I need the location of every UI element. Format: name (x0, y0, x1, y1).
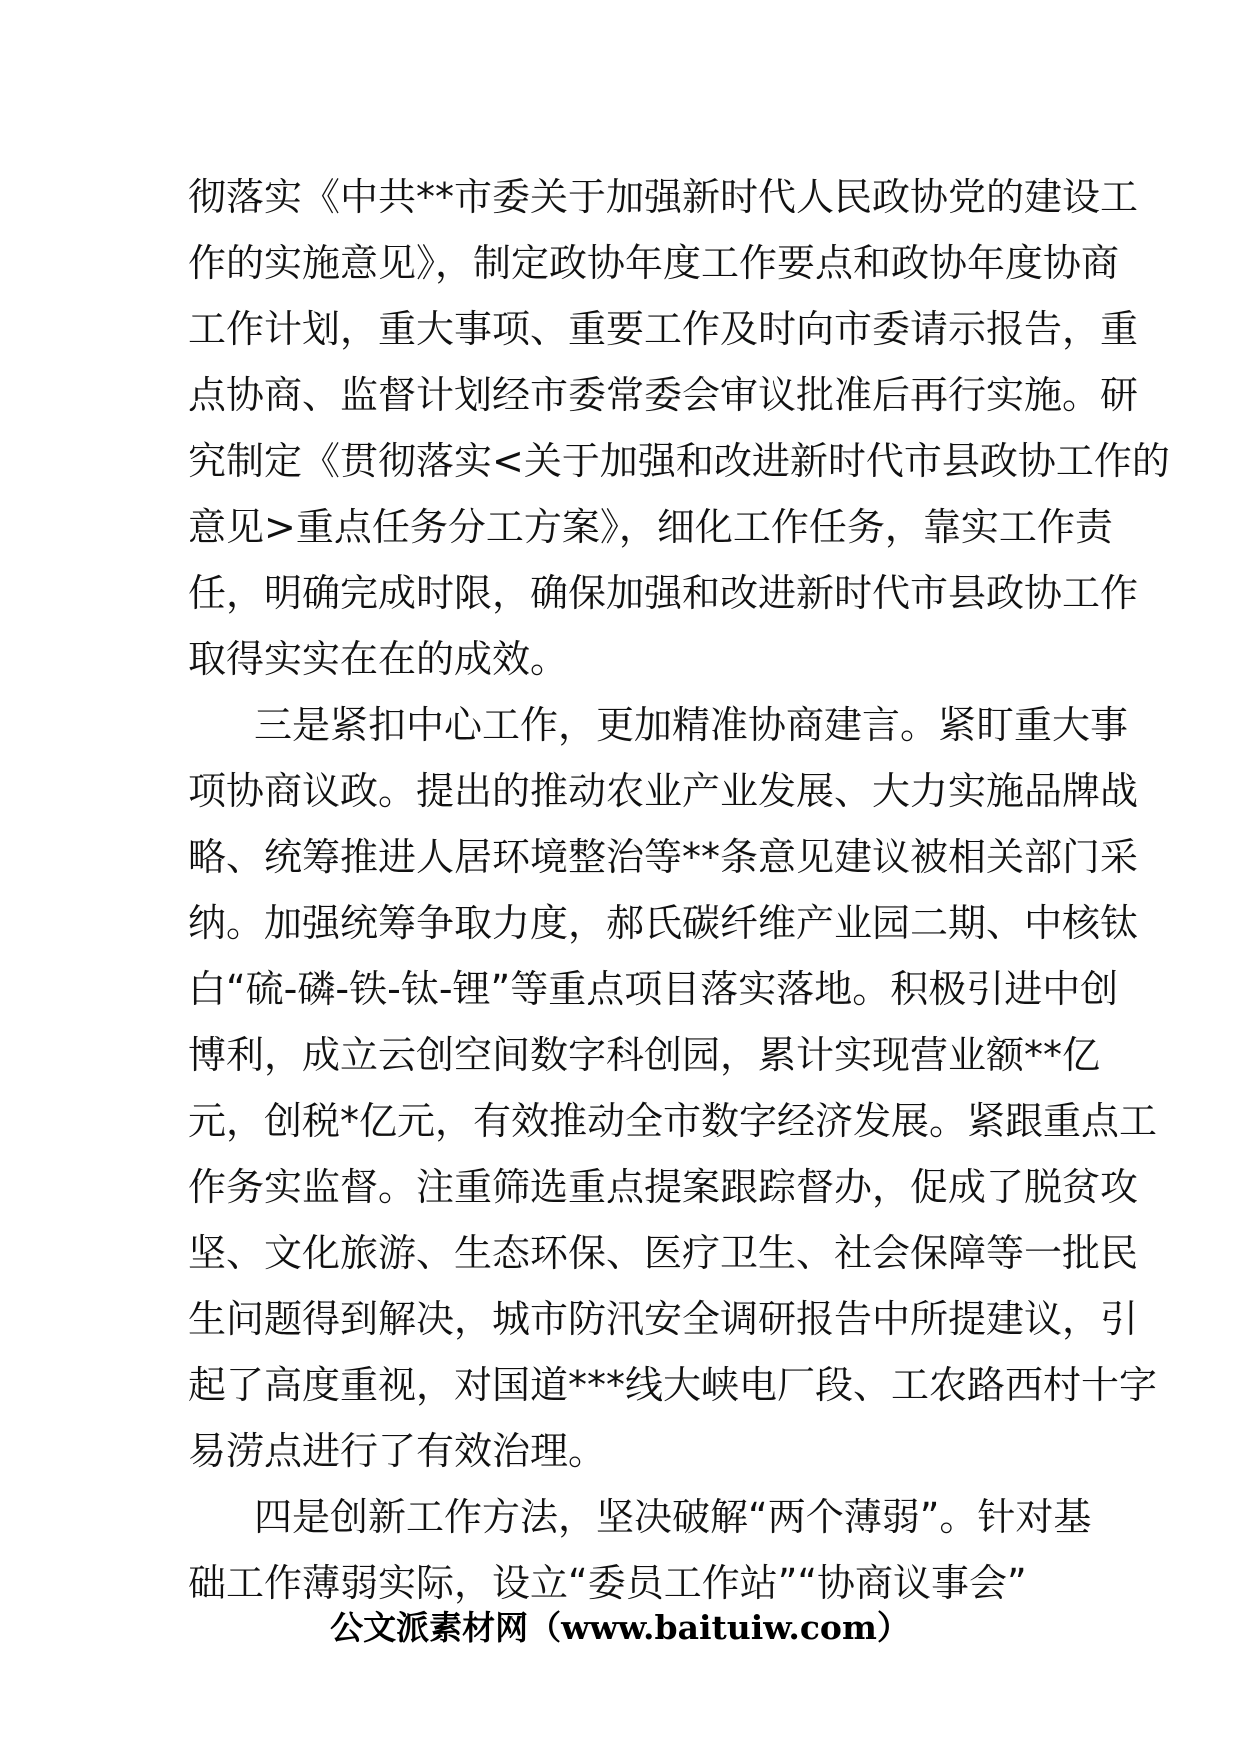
text-line: 博利，成立云创空间数字科创园，累计实现营业额**亿 (188, 1033, 1101, 1077)
paragraph-first-line: 三是紧扣中心工作，更加精准协商建言。紧盯重大事 (254, 703, 1129, 747)
text-line: 项协商议政。提出的推动农业产业发展、大力实施品牌战 (188, 769, 1139, 813)
text-line: 点协商、监督计划经市委常委会审议批准后再行实施。研 (188, 373, 1139, 417)
text-line: 取得实实在在的成效。 (188, 637, 569, 681)
text-line: 彻落实《中共**市委关于加强新时代人民政协党的建设工 (188, 175, 1139, 219)
text-line: 坚、文化旅游、生态环保、医疗卫生、社会保障等一批民 (188, 1231, 1139, 1275)
text-line: 纳。加强统筹争取力度，郝氏碳纤维产业园二期、中核钛 (188, 901, 1139, 945)
text-line: 任，明确完成时限，确保加强和改进新时代市县政协工作 (188, 571, 1139, 615)
text-line: 意见>重点任务分工方案》，细化工作任务，靠实工作责 (188, 505, 1113, 549)
text-line: 起了高度重视，对国道***线大峡电厂段、工农路西村十字 (188, 1363, 1158, 1407)
text-line: 作务实监督。注重筛选重点提案跟踪督办，促成了脱贫攻 (188, 1165, 1139, 1209)
text-line: 作的实施意见》，制定政协年度工作要点和政协年度协商 (188, 241, 1120, 285)
text-line: 白“硫-磷-铁-钛-锂”等重点项目落实落地。积极引进中创 (188, 967, 1119, 1011)
text-line: 易涝点进行了有效治理。 (188, 1429, 607, 1473)
text-line: 础工作薄弱实际，设立“委员工作站”“协商议事会” (188, 1561, 1027, 1605)
text-line: 生问题得到解决，城市防汛安全调研报告中所提建议，引 (188, 1297, 1139, 1341)
text-line: 究制定《贯彻落实<关于加强和改进新时代市县政协工作的 (188, 439, 1170, 483)
watermark-footer: 公文派素材网（www.baituiw.com） (330, 1608, 910, 1647)
text-line: 略、统筹推进人居环境整治等**条意见建议被相关部门采 (188, 835, 1139, 879)
text-line: 元，创税*亿元，有效推动全市数字经济发展。紧跟重点工 (188, 1099, 1158, 1143)
paragraph-first-line: 四是创新工作方法，坚决破解“两个薄弱”。针对基 (254, 1495, 1092, 1539)
document-body (188, 164, 1170, 1616)
text-line: 工作计划，重大事项、重要工作及时向市委请示报告，重 (188, 307, 1139, 351)
